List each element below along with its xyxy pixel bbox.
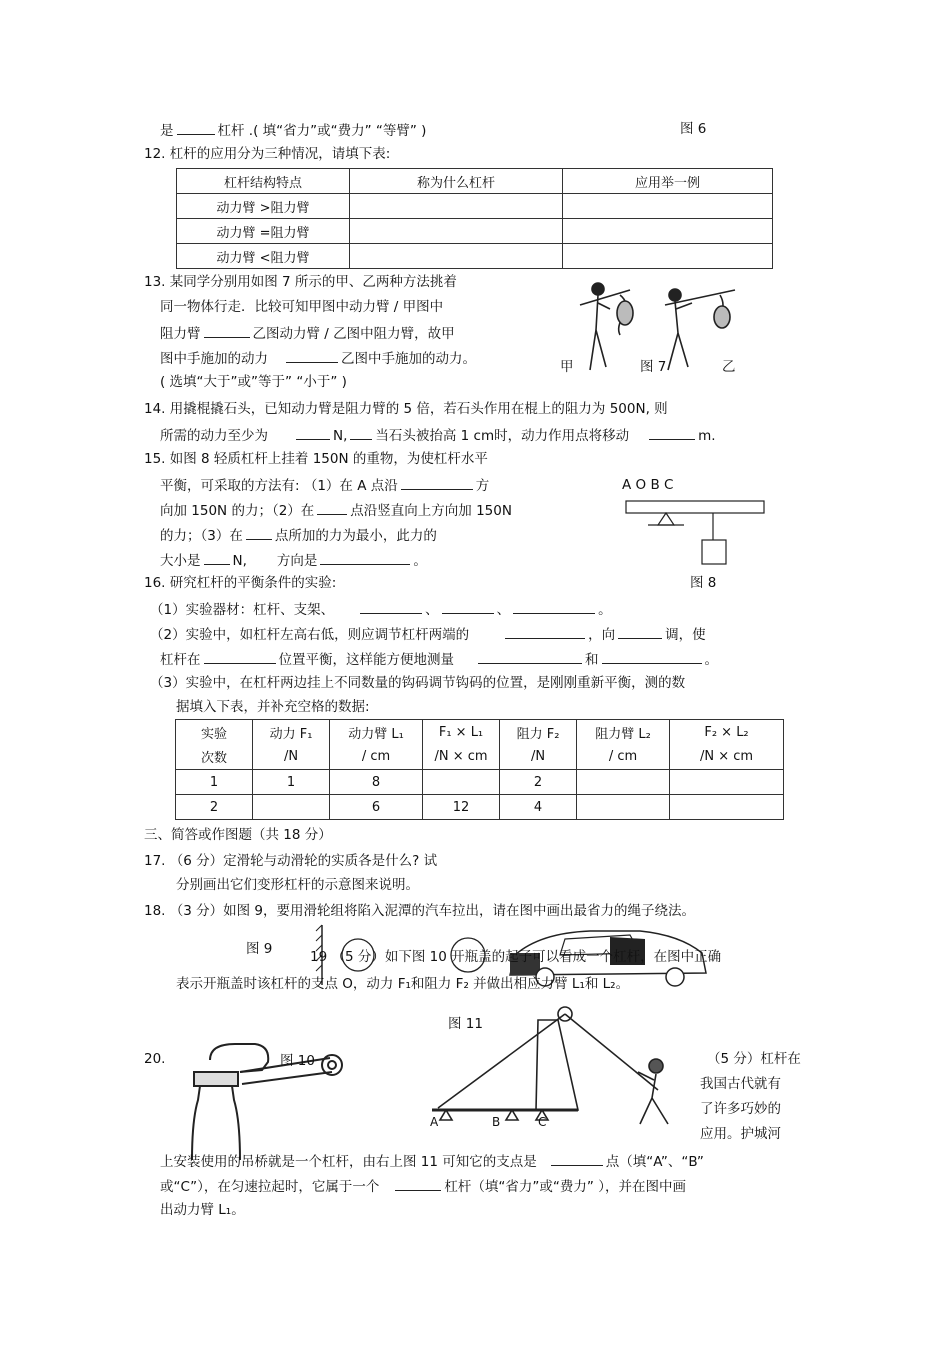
fig6-label: 图 6 (680, 121, 707, 137)
fig10-label: 图 10 (280, 1053, 315, 1069)
q16-line3: （2）实验中，如杠杆左高右低，则应调节杠杆两端的 ，向 调，使 (150, 624, 706, 644)
q16-cell: 2 (500, 770, 577, 795)
section-3-title: 三、简答或作图题（共 18 分） (144, 827, 332, 843)
q16-data-table (175, 719, 784, 820)
q16-h1-5: 阻力臂 L₂ (577, 720, 670, 745)
fig11-point-c: C (538, 1115, 547, 1129)
q17-line1: 17. （6 分）定滑轮与动滑轮的实质各是什么? 试 (144, 853, 438, 869)
q20-line3: 或“C”），在匀速拉起时，它属于一个 杠杆（填“省力”或“费力” ），并在图中画 (160, 1176, 686, 1196)
q12-cell[interactable] (350, 194, 563, 219)
q20-side-1: （5 分）杠杆在 (707, 1051, 801, 1067)
q12-cell[interactable] (350, 244, 563, 269)
q14-gap (350, 425, 372, 440)
q16-blank-6[interactable] (204, 649, 276, 664)
q13-line4: 图中手施加的动力 乙图中手施加的动力。 (160, 348, 476, 368)
q20-side-3: 了许多巧妙的 (700, 1101, 781, 1117)
q16-cell: 8 (330, 770, 423, 795)
q20-blank-1[interactable] (551, 1151, 603, 1166)
q20-line2: 上安装使用的吊桥就是一个杠杆，由右上图 11 可知它的支点是 点（填“A”、“B” (160, 1151, 704, 1171)
q12-header-1: 杠杆结构特点 (177, 169, 350, 194)
q12-row-label: 动力臂 >阻力臂 (177, 194, 350, 219)
q16-h2-0: 次数 (176, 745, 253, 770)
q13-line3: 阻力臂 乙图动力臂 / 乙图中阻力臂，故甲 (160, 323, 455, 343)
q16-cell: 6 (330, 795, 423, 820)
fig7-label: 图 7 (640, 359, 667, 375)
q16-line6: 据填入下表，并补充空格的数据: (176, 699, 370, 715)
q12-header-2: 称为什么杠杆 (350, 169, 563, 194)
q12-cell[interactable] (563, 194, 773, 219)
q16-cell[interactable] (577, 795, 670, 820)
q15-blank-4[interactable] (204, 550, 230, 565)
q16-h1-1: 动力 F₁ (253, 720, 330, 745)
q16-cell[interactable] (577, 770, 670, 795)
q20-side-4: 应用。护城河 (700, 1126, 781, 1142)
q12-cell[interactable] (563, 219, 773, 244)
q12-cell[interactable] (563, 244, 773, 269)
q15-line5: 大小是 N, 方向是 。 (160, 550, 427, 570)
q16-cell[interactable] (670, 795, 784, 820)
q16-blank-3[interactable] (513, 599, 595, 614)
q16-cell[interactable] (253, 795, 330, 820)
q16-h1-4: 阻力 F₂ (500, 720, 577, 745)
q14-blank-1[interactable] (296, 425, 330, 440)
q12-stem: 12. 杠杆的应用分为三种情况，请填下表: (144, 146, 391, 162)
q16-blank-4[interactable] (505, 624, 585, 639)
q16-h2-2: / cm (330, 745, 423, 770)
q16-h1-6: F₂ × L₂ (670, 720, 784, 745)
q13-blank-1[interactable] (204, 323, 250, 338)
q16-h1-2: 动力臂 L₁ (330, 720, 423, 745)
q14-line1: 14. 用撬棍撬石头，已知动力臂是阻力臂的 5 倍，若石头作用在棍上的阻力为 500N, 则 (144, 401, 668, 417)
q20-line4: 出动力臂 L₁。 (160, 1202, 245, 1218)
q15-line2: 平衡，可采取的方法有: （1）在 A 点沿 方 (160, 475, 489, 495)
q16-h2-5: / cm (577, 745, 670, 770)
q16-h2-4: /N (500, 745, 577, 770)
q15-blank-5[interactable] (320, 550, 410, 565)
fig11-point-b: B (492, 1115, 501, 1129)
q16-cell[interactable] (423, 770, 500, 795)
q20-blank-2[interactable] (395, 1176, 441, 1191)
q12-header-3: 应用举一例 (563, 169, 773, 194)
q11-tail: 是 杠杆 .( 填“省力”或“费力” “等臂” ) (160, 120, 426, 140)
q12-row-label: 动力臂 <阻力臂 (177, 244, 350, 269)
q19-line1: 19 （5 分）如下图 10 开瓶盖的起子可以看成一个杠杆，在图中正确 (310, 949, 722, 965)
fig8-lever (620, 495, 770, 570)
q16-line1: 16. 研究杠杆的平衡条件的实验: (144, 575, 337, 591)
q18-line1: 18. （3 分）如图 9，要用滑轮组将陷入泥潭的汽车拉出，请在图中画出最省力的绳子绕法。 (144, 903, 696, 919)
fig7-jia: 甲 (560, 359, 574, 375)
fig11-label: 图 11 (448, 1016, 483, 1032)
q16-line5: （3）实验中，在杠杆两边挂上不同数量的钩码调节钩码的位置，是刚刚重新平衡，测的数 (150, 675, 686, 691)
q17-line2: 分别画出它们变形杠杆的示意图来说明。 (176, 877, 419, 893)
q15-blank-1[interactable] (401, 475, 473, 490)
fig11-point-a: A (430, 1115, 439, 1129)
q19-line2: 表示开瓶盖时该杠杆的支点 O，动力 F₁和阻力 F₂ 并做出相应力臂 L₁和 L₂。 (176, 976, 630, 992)
q16-line2: （1）实验器材：杠杆、支架、 、 、 。 (150, 599, 612, 619)
q16-cell: 1 (253, 770, 330, 795)
q12-table (176, 168, 773, 269)
q20-number: 20. (144, 1051, 166, 1067)
q16-cell: 4 (500, 795, 577, 820)
q16-blank-7[interactable] (478, 649, 582, 664)
fig9-label: 图 9 (246, 941, 273, 957)
q13-line1: 13. 某同学分别用如图 7 所示的甲、乙两种方法挑着 (144, 274, 457, 290)
q16-blank-5[interactable] (618, 624, 662, 639)
q16-cell: 1 (176, 770, 253, 795)
q16-cell[interactable] (670, 770, 784, 795)
q15-line3: 向加 150N 的力；（2）在 点沿竖直向上方向加 150N (160, 500, 512, 520)
q16-blank-2[interactable] (442, 599, 494, 614)
fig7-yi: 乙 (722, 359, 736, 375)
q16-h2-1: /N (253, 745, 330, 770)
q20-side-2: 我国古代就有 (700, 1076, 781, 1092)
q13-line2: 同一物体行走．比较可知甲图中动力臂 / 甲图中 (160, 299, 444, 315)
q16-cell: 12 (423, 795, 500, 820)
q13-line5: ( 选填“大于”或”等于” “小于” ) (160, 374, 347, 390)
q14-line2: 所需的动力至少为 N, 当石头被抬高 1 cm时，动力作用点将移动 m. (160, 425, 716, 445)
q12-row-label: 动力臂 =阻力臂 (177, 219, 350, 244)
q16-blank-1[interactable] (360, 599, 422, 614)
q15-blank-2[interactable] (317, 500, 347, 515)
q16-h1-3: F₁ × L₁ (423, 720, 500, 745)
fig8-letters: A O B C (622, 477, 674, 493)
q16-h2-3: /N × cm (423, 745, 500, 770)
q15-blank-3[interactable] (246, 525, 272, 540)
q16-h2-6: /N × cm (670, 745, 784, 770)
q12-cell[interactable] (350, 219, 563, 244)
q16-blank-8[interactable] (602, 649, 702, 664)
q15-line1: 15. 如图 8 轻质杠杆上挂着 150N 的重物，为使杠杆水平 (144, 451, 488, 467)
fig10-bottle-opener (180, 1040, 350, 1160)
q13-blank-2[interactable] (286, 348, 338, 363)
q16-cell: 2 (176, 795, 253, 820)
q16-line4: 杠杆在 位置平衡，这样能方便地测量 和 。 (160, 649, 718, 669)
q14-blank-2[interactable] (649, 425, 695, 440)
q11-blank[interactable] (177, 120, 215, 135)
q15-line4: 的力；（3）在 点所加的力为最小，此力的 (160, 525, 437, 545)
q16-h1-0: 实验 (176, 720, 253, 745)
fig8-label: 图 8 (690, 575, 717, 591)
fig11-drawbridge (428, 1000, 708, 1130)
